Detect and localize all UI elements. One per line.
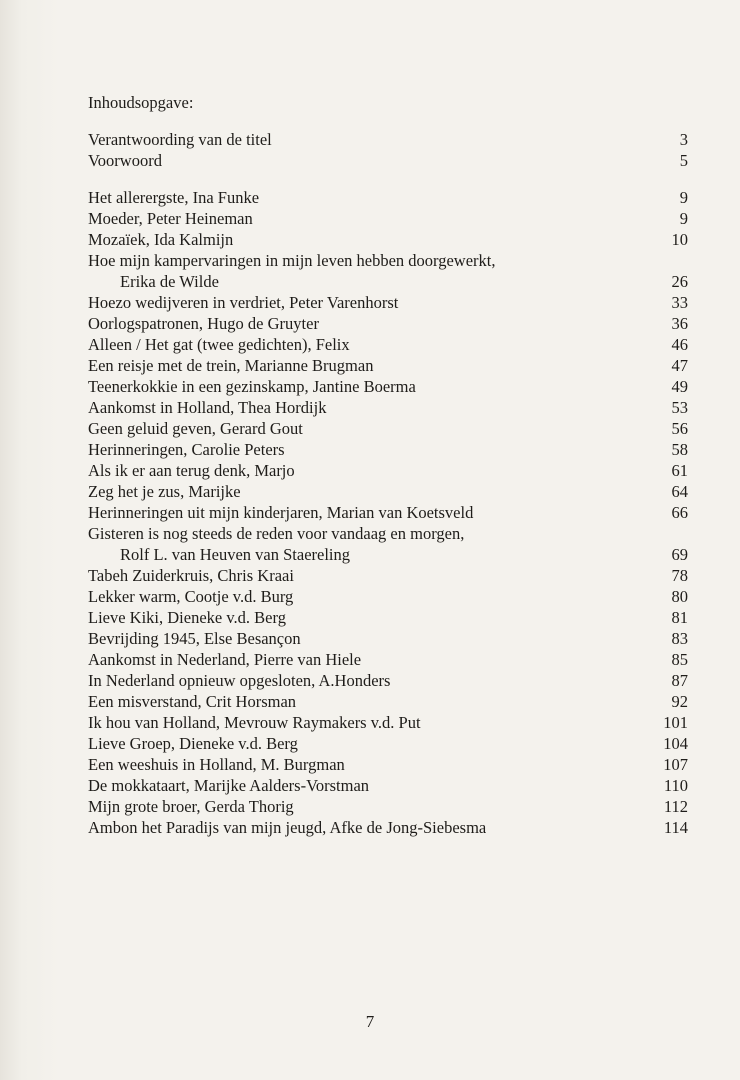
toc-entry-title-continuation: Erika de Wilde — [120, 272, 219, 291]
toc-entry — [88, 250, 688, 292]
toc-entry — [88, 817, 688, 838]
toc-entry-title-line: Het allerergste, Ina Funke — [88, 188, 260, 207]
toc-entry-page: 112 — [663, 797, 688, 816]
toc-entry — [88, 292, 688, 313]
toc-entry-title-line: Teenerkokkie in een gezinskamp, Jantine Boerma — [88, 377, 416, 396]
toc-entry-title-line: Een weeshuis in Holland, M. Burgman — [88, 755, 345, 774]
toc-entry-page: 47 — [671, 356, 688, 375]
toc-entry-title — [88, 187, 654, 208]
toc-entry-page: 81 — [671, 608, 688, 627]
toc-entry-title-line: Lekker warm, Cootje v.d. Burg — [88, 587, 294, 606]
toc-entry-title-line: Lieve Groep, Dieneke v.d. Berg — [88, 734, 298, 753]
toc-entry-title-line: Ambon het Paradijs van mijn jeugd, Afke de Jong-Siebesma — [88, 818, 487, 837]
toc-entry-title-line: Geen geluid geven, Gerard Gout — [88, 419, 303, 438]
toc-entry-title — [88, 376, 654, 397]
toc-entry-page: 85 — [671, 650, 688, 669]
toc-entry-title — [88, 397, 654, 418]
toc-entry-page: 53 — [671, 398, 688, 417]
toc-entry-title-line: Zeg het je zus, Marijke — [88, 482, 241, 501]
toc-entry-page: 26 — [671, 272, 688, 291]
toc-entry-page: 33 — [671, 293, 688, 312]
toc-entry-title-line: Een misverstand, Crit Horsman — [88, 692, 297, 711]
toc-entry — [88, 565, 688, 586]
toc-group — [88, 187, 688, 838]
toc-entry-title-line: In Nederland opnieuw opgesloten, A.Honders — [88, 671, 391, 690]
toc-entry-title-line: Oorlogspatronen, Hugo de Gruyter — [88, 314, 319, 333]
toc-entry-title — [88, 775, 654, 796]
toc-entry-title — [88, 607, 654, 628]
toc-entry — [88, 691, 688, 712]
toc-entry — [88, 481, 688, 502]
toc-entry-title — [88, 565, 654, 586]
toc-entry — [88, 334, 688, 355]
toc-entry-page: 107 — [663, 755, 688, 774]
toc-entry-title — [88, 250, 654, 292]
toc-entry-title-line: De mokkataart, Marijke Aalders-Vorstman — [88, 776, 370, 795]
toc-entry-title — [88, 292, 654, 313]
toc-entry-title — [88, 355, 654, 376]
toc-entry-title — [88, 796, 654, 817]
toc-entry-page: 58 — [671, 440, 688, 459]
toc-entry — [88, 607, 688, 628]
toc-entry-title-line: Herinneringen, Carolie Peters — [88, 440, 285, 459]
toc-entry-page: 87 — [671, 671, 688, 690]
toc-entry — [88, 187, 688, 208]
toc-entry — [88, 628, 688, 649]
toc-entry-title — [88, 439, 654, 460]
toc-entry-title-line: Verantwoording van de titel — [88, 130, 272, 149]
toc-entry-page: 64 — [671, 482, 688, 501]
toc-entry — [88, 313, 688, 334]
toc-entry-title — [88, 229, 654, 250]
toc-heading: Inhoudsopgave: — [88, 93, 194, 112]
toc-entry — [88, 796, 688, 817]
toc-entry-title — [88, 334, 654, 355]
toc-entry-title-line: Voorwoord — [88, 151, 162, 170]
toc-entry-page: 104 — [663, 734, 688, 753]
toc-entry — [88, 712, 688, 733]
toc-entry-title-line: Herinneringen uit mijn kinderjaren, Marian van Koetsveld — [88, 503, 474, 522]
toc-entry — [88, 523, 688, 565]
toc-entry-title-line: Moeder, Peter Heineman — [88, 209, 253, 228]
toc-entry-title-line: Aankomst in Nederland, Pierre van Hiele — [88, 650, 362, 669]
toc-entry — [88, 129, 688, 150]
toc-entry-title — [88, 712, 654, 733]
toc-entry — [88, 439, 688, 460]
toc-entry-title — [88, 733, 654, 754]
toc-entry — [88, 376, 688, 397]
toc-entry-page: 110 — [663, 776, 688, 795]
toc-entry-page: 61 — [671, 461, 688, 480]
toc-entry-title-line: Een reisje met de trein, Marianne Brugman — [88, 356, 374, 375]
toc-entry-title-line: Mijn grote broer, Gerda Thorig — [88, 797, 294, 816]
toc-entry-title — [88, 649, 654, 670]
toc-entry-title-line: Alleen / Het gat (twee gedichten), Felix — [88, 335, 350, 354]
toc-entries — [88, 129, 688, 838]
toc-entry-title-line: Hoe mijn kampervaringen in mijn leven hebben doorgewerkt, — [88, 251, 496, 270]
toc-entry — [88, 649, 688, 670]
toc-entry-title — [88, 523, 654, 565]
toc-entry-title-line: Lieve Kiki, Dieneke v.d. Berg — [88, 608, 286, 627]
toc-entry-title-line: Aankomst in Holland, Thea Hordijk — [88, 398, 327, 417]
toc-entry — [88, 775, 688, 796]
toc-entry-title-line: Als ik er aan terug denk, Marjo — [88, 461, 295, 480]
toc-entry-title — [88, 817, 654, 838]
toc-entry — [88, 208, 688, 229]
toc-entry-page: 9 — [679, 209, 688, 228]
toc-entry-title — [88, 691, 654, 712]
toc-entry-title — [88, 502, 654, 523]
toc-entry-page: 78 — [671, 566, 688, 585]
toc-entry-title — [88, 208, 654, 229]
toc-entry-title — [88, 460, 654, 481]
toc-entry-title — [88, 754, 654, 775]
toc-entry-title — [88, 129, 654, 150]
toc-entry — [88, 586, 688, 607]
toc-entry-title — [88, 586, 654, 607]
toc-entry-page: 83 — [671, 629, 688, 648]
toc-entry — [88, 460, 688, 481]
toc-entry-page: 114 — [663, 818, 688, 837]
toc-entry-title-line: Mozaïek, Ida Kalmijn — [88, 230, 234, 249]
table-of-contents — [88, 92, 688, 854]
toc-entry-page: 46 — [671, 335, 688, 354]
toc-entry-title — [88, 628, 654, 649]
toc-entry-page: 101 — [663, 713, 688, 732]
toc-entry-title — [88, 418, 654, 439]
toc-entry-title-line: Tabeh Zuiderkruis, Chris Kraai — [88, 566, 294, 585]
toc-entry-page: 36 — [671, 314, 688, 333]
toc-entry — [88, 670, 688, 691]
page-number: 7 — [365, 1012, 375, 1031]
toc-entry-page: 66 — [671, 503, 688, 522]
toc-entry-title-line: Gisteren is nog steeds de reden voor vandaag en morgen, — [88, 524, 465, 543]
toc-entry — [88, 733, 688, 754]
toc-entry — [88, 754, 688, 775]
toc-entry-title — [88, 481, 654, 502]
toc-entry-page: 9 — [679, 188, 688, 207]
toc-entry-title-continuation: Rolf L. van Heuven van Staereling — [120, 545, 351, 564]
toc-entry-title — [88, 670, 654, 691]
toc-entry — [88, 355, 688, 376]
toc-entry-page: 3 — [679, 130, 688, 149]
toc-entry — [88, 502, 688, 523]
toc-entry-page: 5 — [679, 151, 688, 170]
toc-entry-page: 80 — [671, 587, 688, 606]
toc-entry-page: 56 — [671, 419, 688, 438]
toc-entry-title — [88, 150, 654, 171]
toc-entry-page: 69 — [671, 545, 688, 564]
toc-entry-title-line: Hoezo wedijveren in verdriet, Peter Varenhorst — [88, 293, 399, 312]
toc-entry-page: 10 — [671, 230, 688, 249]
toc-entry — [88, 397, 688, 418]
toc-entry-title-line: Bevrijding 1945, Else Besançon — [88, 629, 301, 648]
toc-entry-page: 92 — [671, 692, 688, 711]
toc-entry-title-line: Ik hou van Holland, Mevrouw Raymakers v.d. Put — [88, 713, 421, 732]
toc-entry-title — [88, 313, 654, 334]
toc-entry — [88, 229, 688, 250]
toc-entry-page: 49 — [671, 377, 688, 396]
toc-entry — [88, 418, 688, 439]
toc-entry — [88, 150, 688, 171]
toc-group — [88, 129, 688, 171]
